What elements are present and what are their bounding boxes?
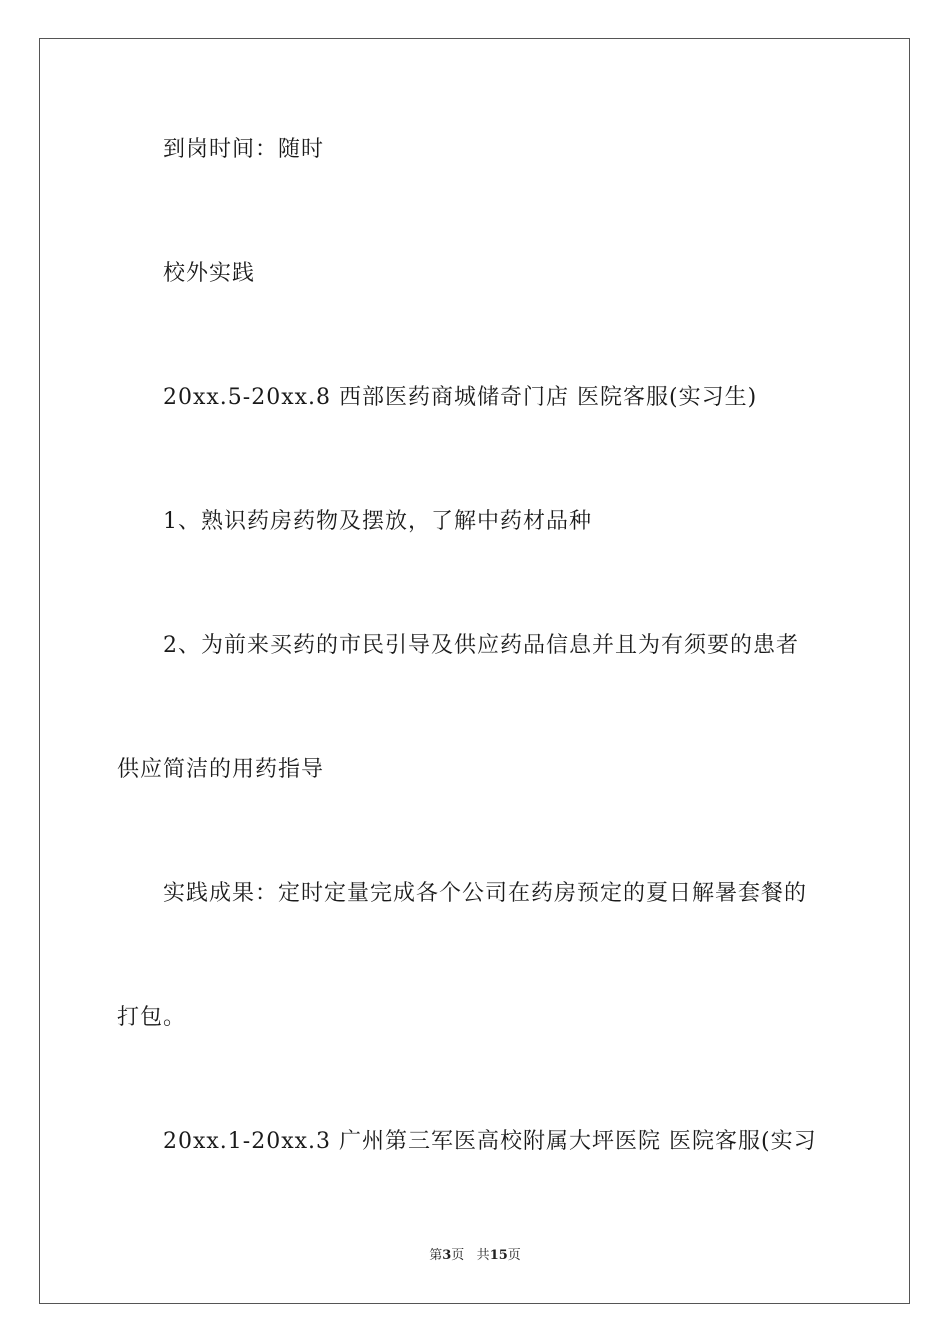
arrival-time-line: 到岗时间：随时	[163, 137, 325, 162]
footer-total-suffix: 页	[507, 1248, 521, 1263]
experience-entry-1: 20xx.5-20xx.8 西部医药商城储奇门店 医院客服(实习生)	[163, 385, 758, 410]
achievement-line-continued: 打包。	[117, 1005, 187, 1030]
duty-item-2: 2、为前来买药的市民引导及供应药品信息并且为有须要的患者	[163, 633, 799, 658]
footer-page-prefix: 第	[429, 1248, 443, 1263]
footer-total-number: 15	[489, 1248, 508, 1263]
duty-item-1: 1、熟识药房药物及摆放，了解中药材品种	[163, 509, 592, 534]
achievement-line: 实践成果：定时定量完成各个公司在药房预定的夏日解暑套餐的	[163, 881, 808, 906]
footer-total-prefix: 共	[476, 1248, 490, 1263]
footer-page-number: 3	[442, 1248, 452, 1263]
page-footer	[0, 1248, 950, 1264]
section-heading-practice: 校外实践	[163, 261, 256, 286]
page-border	[39, 38, 910, 1304]
duty-item-2-continued: 供应简洁的用药指导	[117, 757, 325, 782]
footer-page-suffix: 页	[451, 1248, 465, 1263]
experience-entry-2: 20xx.1-20xx.3 广州第三军医高校附属大坪医院 医院客服(实习	[163, 1129, 817, 1154]
